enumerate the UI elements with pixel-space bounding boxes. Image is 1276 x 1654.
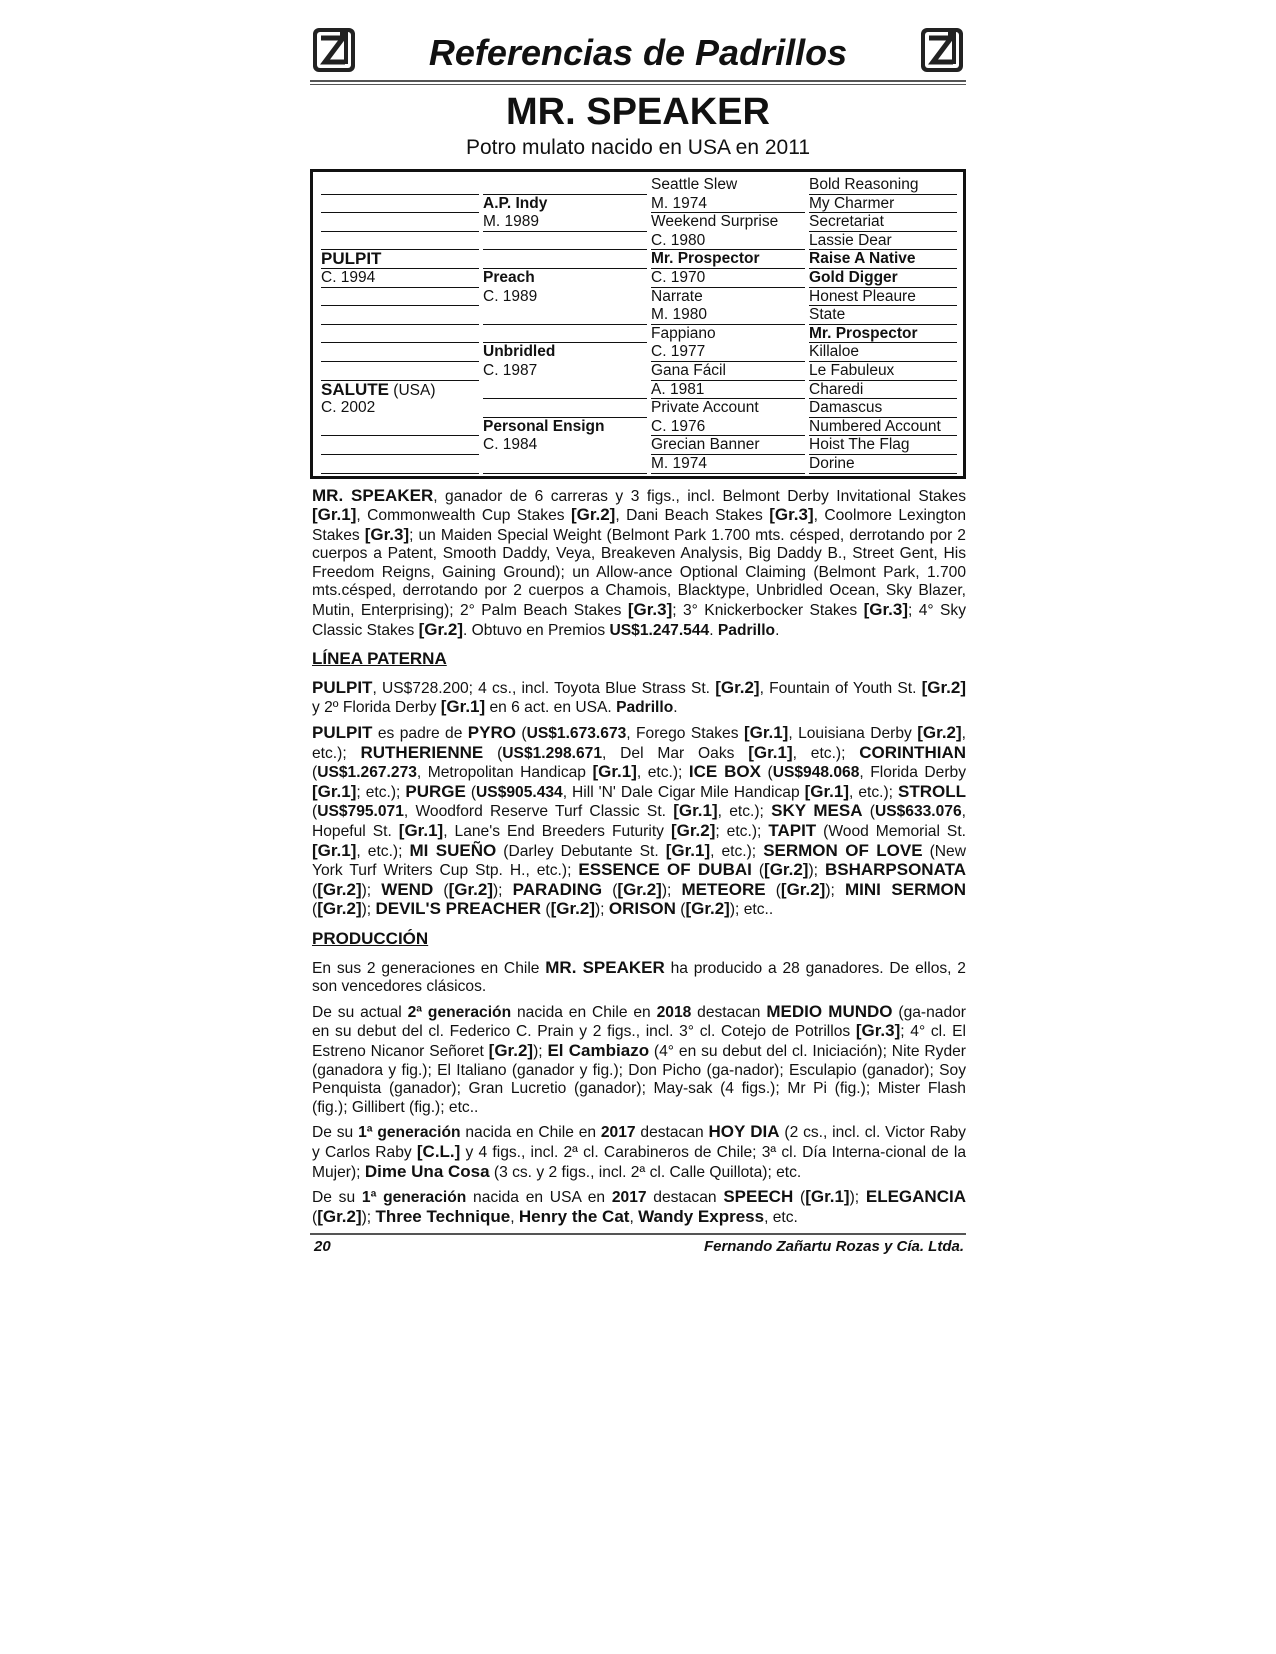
- pedigree-cell: [651, 436, 760, 454]
- text-run: , etc.);: [792, 744, 860, 762]
- text-run: (: [312, 901, 318, 919]
- pedigree-cell: [809, 195, 894, 213]
- pedigree-cell: [651, 399, 759, 417]
- text-run: en 6 act. en USA.: [485, 699, 617, 717]
- text-run: ,: [510, 1208, 519, 1226]
- pedigree-cell: [809, 306, 845, 324]
- pedigree-cell-text: C. 1989: [483, 287, 538, 305]
- pedigree-cell-text: Mr. Prospector: [809, 324, 918, 342]
- horse-ref: TAPIT: [768, 821, 817, 840]
- pedigree-cell-text: Narrate: [651, 287, 703, 305]
- pedigree-cell-text: Bold Reasoning: [809, 176, 919, 193]
- pedigree-cell-text: C. 1976: [651, 417, 706, 435]
- text-run: (: [312, 803, 318, 821]
- pedigree-cell-text: PULPIT: [321, 249, 382, 269]
- pedigree-cell-text: Fappiano: [651, 324, 716, 342]
- grade-label: [Gr.1]: [748, 742, 793, 762]
- text-run: US$795.071: [317, 803, 404, 821]
- text-run: (New York Turf Writers Cup Stp. H., etc.);: [312, 842, 966, 880]
- text-run: (Darley Debutante St.: [496, 842, 666, 860]
- pedigree-cell-text: A.P. Indy: [483, 194, 548, 212]
- text-run: (: [765, 881, 781, 899]
- text-run: (: [433, 881, 449, 899]
- text-run: , etc.);: [312, 725, 967, 762]
- horse-ref: Henry the Cat: [518, 1206, 630, 1226]
- grade-label: [Gr.1]: [440, 697, 486, 717]
- pedigree-cell-text: My Charmer: [809, 194, 895, 212]
- text-run: 2017: [611, 1189, 647, 1207]
- pedigree-cell-text: Numbered Account: [809, 417, 941, 435]
- text-run: , etc.: [764, 1208, 798, 1226]
- pedigree-row: [321, 288, 955, 307]
- grade-label: [Gr.3]: [627, 600, 673, 620]
- pedigree-row: [321, 455, 955, 474]
- pedigree-cell: [651, 250, 760, 268]
- pedigree-cell: [483, 269, 535, 287]
- grade-label: [Gr.2]: [317, 899, 362, 919]
- page-number: 20: [314, 1238, 331, 1256]
- pedigree-cell: [809, 343, 859, 361]
- text-run: (: [312, 881, 318, 899]
- text-run: LÍNEA PATERNA: [312, 649, 447, 669]
- text-run: (: [862, 803, 875, 821]
- horse-ref: METEORE: [681, 879, 766, 899]
- pedigree-cell-text: Honest Pleaure: [809, 287, 916, 305]
- text-run: Padrillo: [616, 699, 674, 717]
- horse-ref: MI SUEÑO: [409, 840, 497, 860]
- pedigree-cell: [483, 213, 539, 231]
- pedigree-cell-text: Mr. Prospector: [651, 250, 760, 268]
- grade-label: [Gr.2]: [715, 677, 760, 697]
- horse-ref: ORISON: [608, 899, 676, 919]
- grade-label: [Gr.3]: [769, 505, 814, 525]
- body-paragraph: [312, 1123, 966, 1182]
- text-run: nacida en USA en: [466, 1189, 612, 1207]
- pedigree-cell: [483, 343, 555, 361]
- grade-label: [Gr.1]: [312, 840, 357, 860]
- pedigree-cell: [809, 213, 884, 231]
- text-run: , etc.);: [717, 803, 772, 821]
- page-title: Referencias de Padrillos: [428, 32, 848, 73]
- pedigree-cell: [321, 381, 436, 400]
- pedigree-cell-text: Seattle Slew: [651, 176, 738, 193]
- text-run: (: [483, 744, 503, 762]
- pedigree-cell: [321, 399, 375, 417]
- grade-label: [Gr.1]: [804, 781, 850, 801]
- grade-label: [Gr.3]: [364, 524, 410, 544]
- body-paragraph: [312, 724, 966, 920]
- text-run: , Louisiana Derby: [788, 725, 918, 743]
- text-run: , etc.);: [710, 842, 764, 860]
- text-run: De su actual: [312, 1003, 408, 1021]
- section-heading: [312, 930, 966, 949]
- header-rule: [310, 80, 966, 85]
- horse-subtitle: Potro mulato nacido en USA en 2011: [465, 136, 810, 159]
- text-run: ; etc.);: [356, 783, 406, 801]
- horse-ref: STROLL: [898, 781, 966, 801]
- horse-ref: RUTHERIENNE: [360, 742, 484, 762]
- pedigree-cell: [483, 195, 547, 213]
- horse-ref: El Cambiazo: [547, 1040, 650, 1060]
- text-run: );: [825, 881, 845, 899]
- pedigree-cell-text: Charedi: [809, 380, 864, 398]
- horse-ref: PARADING: [512, 879, 603, 899]
- horse-ref: MEDIO MUNDO: [766, 1001, 893, 1021]
- pedigree-cell: [809, 381, 863, 399]
- text-run: (: [751, 862, 765, 880]
- pedigree-cell-text: Personal Ensign: [483, 417, 605, 435]
- pedigree-cell: [651, 213, 778, 231]
- text-run: );: [361, 901, 376, 919]
- pedigree-cell: [483, 288, 537, 306]
- pedigree-cell-text: C. 1984: [483, 436, 538, 454]
- pedigree-cell-text: Weekend Surprise: [651, 213, 779, 231]
- pedigree-cell-text: Killaloe: [809, 343, 859, 361]
- grade-label: [Gr.3]: [855, 1021, 901, 1041]
- text-run: 1ª generación: [361, 1189, 467, 1207]
- pedigree-cell-text: Dorine: [809, 454, 855, 472]
- text-run: (3 cs. y 2 figs., incl. 2ª cl. Calle Quillota); etc.: [489, 1163, 802, 1181]
- grade-label: [Gr.2]: [418, 619, 463, 639]
- pedigree-cell-text: C. 1977: [651, 343, 706, 361]
- text-run: 2018: [656, 1003, 692, 1021]
- text-run: , Del Mar Oaks: [602, 744, 749, 762]
- pedigree-cell: [651, 306, 707, 324]
- pedigree-cell: [483, 436, 537, 454]
- text-run: US$905.434: [476, 783, 563, 801]
- text-run: US$1.673.673: [526, 725, 627, 743]
- grade-label: [Gr.2]: [448, 879, 493, 899]
- body-paragraph: [312, 487, 966, 641]
- pedigree-cell-text: Gana Fácil: [651, 361, 726, 379]
- pedigree-cell-text: Hoist The Flag: [809, 436, 910, 454]
- grade-label: [Gr.2]: [764, 860, 809, 880]
- text-run: ha producido a 28 ganadores. De ellos, 2 son vencedores clásicos.: [312, 959, 966, 996]
- pedigree-cell-text: C. 1987: [483, 361, 538, 379]
- grade-label: [Gr.2]: [685, 899, 730, 919]
- body-paragraph: [312, 679, 966, 718]
- pedigree-rule: [321, 473, 479, 474]
- pedigree-cell-text: Damascus: [809, 399, 883, 417]
- text-run: De su: [312, 1189, 362, 1207]
- pedigree-row: [321, 306, 955, 325]
- text-run: (: [312, 1208, 318, 1226]
- horse-ref: ESSENCE OF DUBAI: [578, 860, 752, 880]
- zr-logo-icon: [918, 24, 966, 76]
- pedigree-cell-text: M. 1989: [483, 213, 540, 231]
- pedigree-cell: [651, 325, 716, 343]
- grade-label: [Gr.2]: [780, 879, 826, 899]
- page-header: [310, 20, 966, 80]
- text-run: , Fountain of Youth St.: [759, 679, 922, 697]
- pedigree-cell: [809, 250, 916, 268]
- text-run: (: [312, 764, 318, 782]
- horse-ref: ELEGANCIA: [865, 1187, 966, 1207]
- text-run: PRODUCCIÓN: [312, 928, 429, 948]
- horse-ref: MINI SERMON: [844, 879, 967, 899]
- pedigree-cell-country: (USA): [389, 381, 436, 399]
- pedigree-row: [321, 269, 955, 288]
- pedigree-cell: [809, 288, 916, 306]
- text-run: ; un Maiden Special Weight (Belmont Park 1.700 mts. césped, derrotando por 2 cuerpos a Patent, Smooth Daddy, Veya, Breakeven Analysis, Big Daddy B., Street Gent, His Freedom Reigns, Gaining Ground); un Allow-ance Optional Claiming (Belmont Park, 1.700 mts.césped, derrotando por 2 cuerpos a Chamois, Blacktype, Unbridled Ocean, Sky Blazer, Mutin, Enterprising); 2° Palm Beach Stakes: [312, 526, 966, 620]
- pedigree-row: [321, 381, 955, 400]
- pedigree-cell-text: Raise A Native: [809, 250, 916, 268]
- horse-ref: ICE BOX: [688, 762, 761, 782]
- pedigree-table: [310, 169, 966, 479]
- text-run: , Lane's End Breeders Futurity: [443, 823, 671, 840]
- body-paragraph: [312, 959, 966, 997]
- pedigree-rule: [483, 473, 647, 474]
- horse-ref: Dime Una Cosa: [364, 1161, 490, 1181]
- pedigree-cell-text: M. 1974: [651, 194, 708, 212]
- grade-label: [Gr.1]: [592, 762, 637, 782]
- text-run: ,: [629, 1208, 639, 1226]
- pedigree-cell: [809, 176, 918, 194]
- pedigree-cell: [321, 250, 381, 269]
- pedigree-cell-text: Private Account: [651, 399, 759, 417]
- grade-label: [Gr.2]: [670, 821, 716, 840]
- horse-ref: PULPIT: [312, 677, 373, 697]
- grade-label: [Gr.2]: [570, 505, 616, 525]
- text-run: 2017: [600, 1124, 636, 1142]
- pedigree-row: [321, 362, 955, 381]
- grade-label: [Gr.1]: [312, 505, 357, 525]
- text-run: , ganador de 6 carreras y 3 figs., incl. Belmont Derby Invitational Stakes: [433, 487, 966, 505]
- text-run: ; 3° Knickerbocker Stakes: [672, 602, 864, 620]
- body-paragraph: [312, 1188, 966, 1227]
- pedigree-row: [321, 418, 955, 437]
- pedigree-cell: [483, 418, 604, 436]
- grade-label: [Gr.2]: [617, 879, 662, 899]
- pedigree-cell: [809, 362, 894, 380]
- document-page: [310, 20, 966, 1259]
- text-run: , US$728.200; 4 cs., incl. Toyota Blue Strass St.: [372, 679, 716, 697]
- text-run: destacan: [691, 1003, 767, 1021]
- text-run: Padrillo: [717, 621, 776, 639]
- pedigree-cell-text: Lassie Dear: [809, 231, 892, 249]
- pedigree-cell: [651, 232, 705, 250]
- text-run: , Dani Beach Stakes: [615, 507, 770, 525]
- text-run: );: [849, 1189, 866, 1207]
- horse-ref: SERMON OF LOVE: [763, 840, 923, 860]
- horse-ref: SKY MESA: [771, 801, 863, 821]
- pedigree-cell: [809, 399, 882, 417]
- text-run: , Commonwealth Cup Stakes: [356, 507, 571, 525]
- grade-label: [Gr.3]: [863, 600, 908, 620]
- pedigree-row: [321, 250, 955, 269]
- horse-ref: MR. SPEAKER: [312, 485, 434, 505]
- grade-label: [Gr.2]: [317, 879, 362, 899]
- text-run: , Hopeful St.: [312, 803, 966, 840]
- grade-label: [Gr.2]: [917, 723, 962, 743]
- pedigree-cell: [651, 195, 707, 213]
- article-body: [310, 487, 966, 1228]
- text-run: , Coolmore Lexington Stakes: [312, 507, 966, 544]
- horse-ref: Wandy Express: [638, 1206, 765, 1226]
- pedigree-cell: [651, 288, 703, 306]
- text-run: (: [602, 881, 618, 899]
- body-paragraph: [312, 1003, 966, 1118]
- text-run: , Woodford Reserve Turf Classic St.: [403, 803, 674, 821]
- text-run: (: [515, 725, 527, 743]
- text-run: US$1.247.544: [609, 621, 710, 639]
- text-run: (: [793, 1189, 806, 1207]
- grade-label: [Gr.1]: [398, 821, 444, 840]
- pedigree-cell: [809, 436, 910, 454]
- pedigree-row: [321, 195, 955, 214]
- pedigree-cell-text: C. 1994: [321, 268, 376, 286]
- text-run: 2ª generación: [407, 1003, 512, 1021]
- text-run: De su: [312, 1124, 359, 1142]
- pedigree-cell-text: SALUTE: [321, 379, 389, 399]
- pedigree-cell-text: State: [809, 306, 846, 324]
- text-run: (Wood Memorial St.: [816, 823, 966, 840]
- pedigree-row: [321, 399, 955, 418]
- horse-ref: PULPIT: [312, 723, 373, 743]
- text-run: ; etc.);: [715, 823, 769, 840]
- text-run: US$1.298.671: [502, 744, 603, 762]
- horse-ref: MR. SPEAKER: [545, 957, 665, 977]
- text-run: );: [661, 881, 682, 899]
- pedigree-cell-text: C. 1980: [651, 231, 706, 249]
- pedigree-cell: [809, 418, 941, 436]
- text-run: US$1.267.273: [317, 764, 417, 782]
- text-run: y 4 figs., incl. 2ª cl. Carabineros de Chile; 3ª cl. Día Interna-cional de la Mujer);: [312, 1143, 966, 1181]
- pedigree-cell: [651, 381, 704, 399]
- text-run: es padre de: [372, 725, 468, 743]
- horse-ref: SPEECH: [723, 1187, 794, 1207]
- page-footer: [310, 1233, 966, 1259]
- text-run: .: [775, 621, 780, 639]
- pedigree-row: [321, 213, 955, 232]
- text-run: ); etc..: [729, 901, 774, 919]
- text-run: );: [361, 881, 382, 899]
- horse-ref: WEND: [381, 879, 434, 899]
- text-run: (: [465, 783, 477, 801]
- pedigree-cell-text: M. 1980: [651, 306, 708, 324]
- horse-ref: CORINTHIAN: [859, 742, 966, 762]
- horse-ref: HOY DIA: [708, 1122, 780, 1142]
- pedigree-cell-text: A. 1981: [651, 380, 705, 398]
- horse-ref: BSHARPSONATA: [824, 860, 966, 880]
- text-run: 1ª generación: [358, 1124, 461, 1142]
- text-run: (ga-nador en su debut del cl. Federico C. Prain y 2 figs., incl. 3° cl. Cotejo de Potrillos: [312, 1003, 966, 1041]
- text-run: , etc.);: [636, 764, 689, 782]
- grade-label: [Gr.2]: [317, 1206, 362, 1226]
- text-run: US$633.076: [874, 803, 962, 821]
- pedigree-cell: [651, 176, 737, 194]
- text-run: );: [533, 1042, 548, 1060]
- pedigree-cell-text: C. 2002: [321, 399, 376, 417]
- pedigree-cell: [321, 269, 375, 287]
- pedigree-cell: [651, 418, 705, 436]
- grade-label: [Gr.1]: [805, 1187, 850, 1207]
- text-run: );: [361, 1208, 376, 1226]
- text-run: (: [541, 901, 551, 919]
- pedigree-cell: [809, 269, 898, 287]
- pedigree-cell: [651, 269, 705, 287]
- horse-ref: PURGE: [405, 781, 466, 801]
- text-run: destacan: [635, 1124, 709, 1142]
- pedigree-cell: [651, 362, 726, 380]
- text-run: (2 cs., incl. cl. Victor Raby y Carlos Raby: [312, 1124, 966, 1161]
- text-run: . Obtuvo en Premios: [463, 621, 610, 639]
- text-run: , etc.);: [849, 783, 898, 801]
- text-run: , Metropolitan Handicap: [416, 764, 593, 782]
- pedigree-cell: [809, 455, 855, 473]
- pedigree-cell: [809, 325, 918, 343]
- grade-label: [Gr.1]: [665, 840, 711, 860]
- text-run: );: [808, 862, 825, 880]
- pedigree-cell-text: Gold Digger: [809, 268, 898, 286]
- text-run: );: [492, 881, 513, 899]
- text-run: destacan: [646, 1189, 724, 1207]
- text-run: ; 4° Sky Classic Stakes: [312, 602, 967, 639]
- pedigree-cell-text: Preach: [483, 268, 535, 286]
- pedigree-cell-text: Unbridled: [483, 343, 556, 361]
- pedigree-cell: [651, 455, 707, 473]
- text-run: .: [709, 621, 718, 639]
- text-run: , Forego Stakes: [626, 725, 744, 743]
- pedigree-cell: [809, 232, 892, 250]
- text-run: US$948.068: [772, 764, 860, 782]
- text-run: y 2º Florida Derby: [312, 699, 441, 717]
- pedigree-cell: [651, 343, 705, 361]
- text-run: , Hill 'N' Dale Cigar Mile Handicap: [562, 783, 805, 801]
- text-run: , Florida Derby: [859, 764, 966, 782]
- pedigree-cell-text: Grecian Banner: [651, 436, 760, 454]
- text-run: ; 4° cl. El Estreno Nicanor Señoret: [312, 1023, 967, 1060]
- pedigree-row: [321, 232, 955, 251]
- horse-ref: Three Technique: [375, 1206, 511, 1226]
- text-run: (: [760, 764, 773, 782]
- horse-name: MR. SPEAKER: [506, 91, 770, 133]
- footer-company: Fernando Zañartu Rozas y Cía. Ltda.: [703, 1238, 964, 1256]
- horse-ref: PYRO: [467, 723, 516, 743]
- grade-label: [C.L.]: [416, 1141, 461, 1161]
- text-run: (4° en su debut del cl. Iniciación); Nite Ryder (ganadora y fig.); El Italiano (ganador y fig.); Don Picho (ga-nador); Esculapio (ganador); Soy Penquista (ganador); Gran Lucretio (ganador); May-sak (4 figs.); Mr Pi (fig.); Mister Flash (fig.); Gillibert (fig.); etc..: [312, 1042, 966, 1116]
- text-run: nacida en Chile en: [511, 1003, 657, 1021]
- section-heading: [312, 650, 966, 669]
- grade-label: [Gr.2]: [921, 677, 966, 697]
- pedigree-cell: [483, 362, 537, 380]
- text-run: .: [673, 699, 678, 717]
- pedigree-cell-text: M. 1974: [651, 454, 708, 472]
- grade-label: [Gr.1]: [312, 781, 357, 801]
- pedigree-row: [321, 343, 955, 362]
- text-run: En sus 2 generaciones en Chile: [312, 959, 546, 977]
- text-run: (: [675, 901, 686, 919]
- text-run: );: [594, 901, 609, 919]
- grade-label: [Gr.2]: [488, 1040, 534, 1060]
- pedigree-cell-text: C. 1970: [651, 268, 706, 286]
- horse-ref: DEVIL'S PREACHER: [375, 899, 542, 919]
- grade-label: [Gr.1]: [673, 801, 718, 821]
- pedigree-row: [321, 325, 955, 344]
- grade-label: [Gr.1]: [743, 723, 789, 743]
- text-run: , etc.);: [356, 842, 410, 860]
- pedigree-row: [321, 436, 955, 455]
- grade-label: [Gr.2]: [550, 899, 595, 919]
- pedigree-cell-text: Secretariat: [809, 213, 884, 231]
- pedigree-cell-text: Le Fabuleux: [809, 361, 895, 379]
- text-run: nacida en Chile en: [460, 1124, 601, 1142]
- pedigree-row: [321, 176, 955, 195]
